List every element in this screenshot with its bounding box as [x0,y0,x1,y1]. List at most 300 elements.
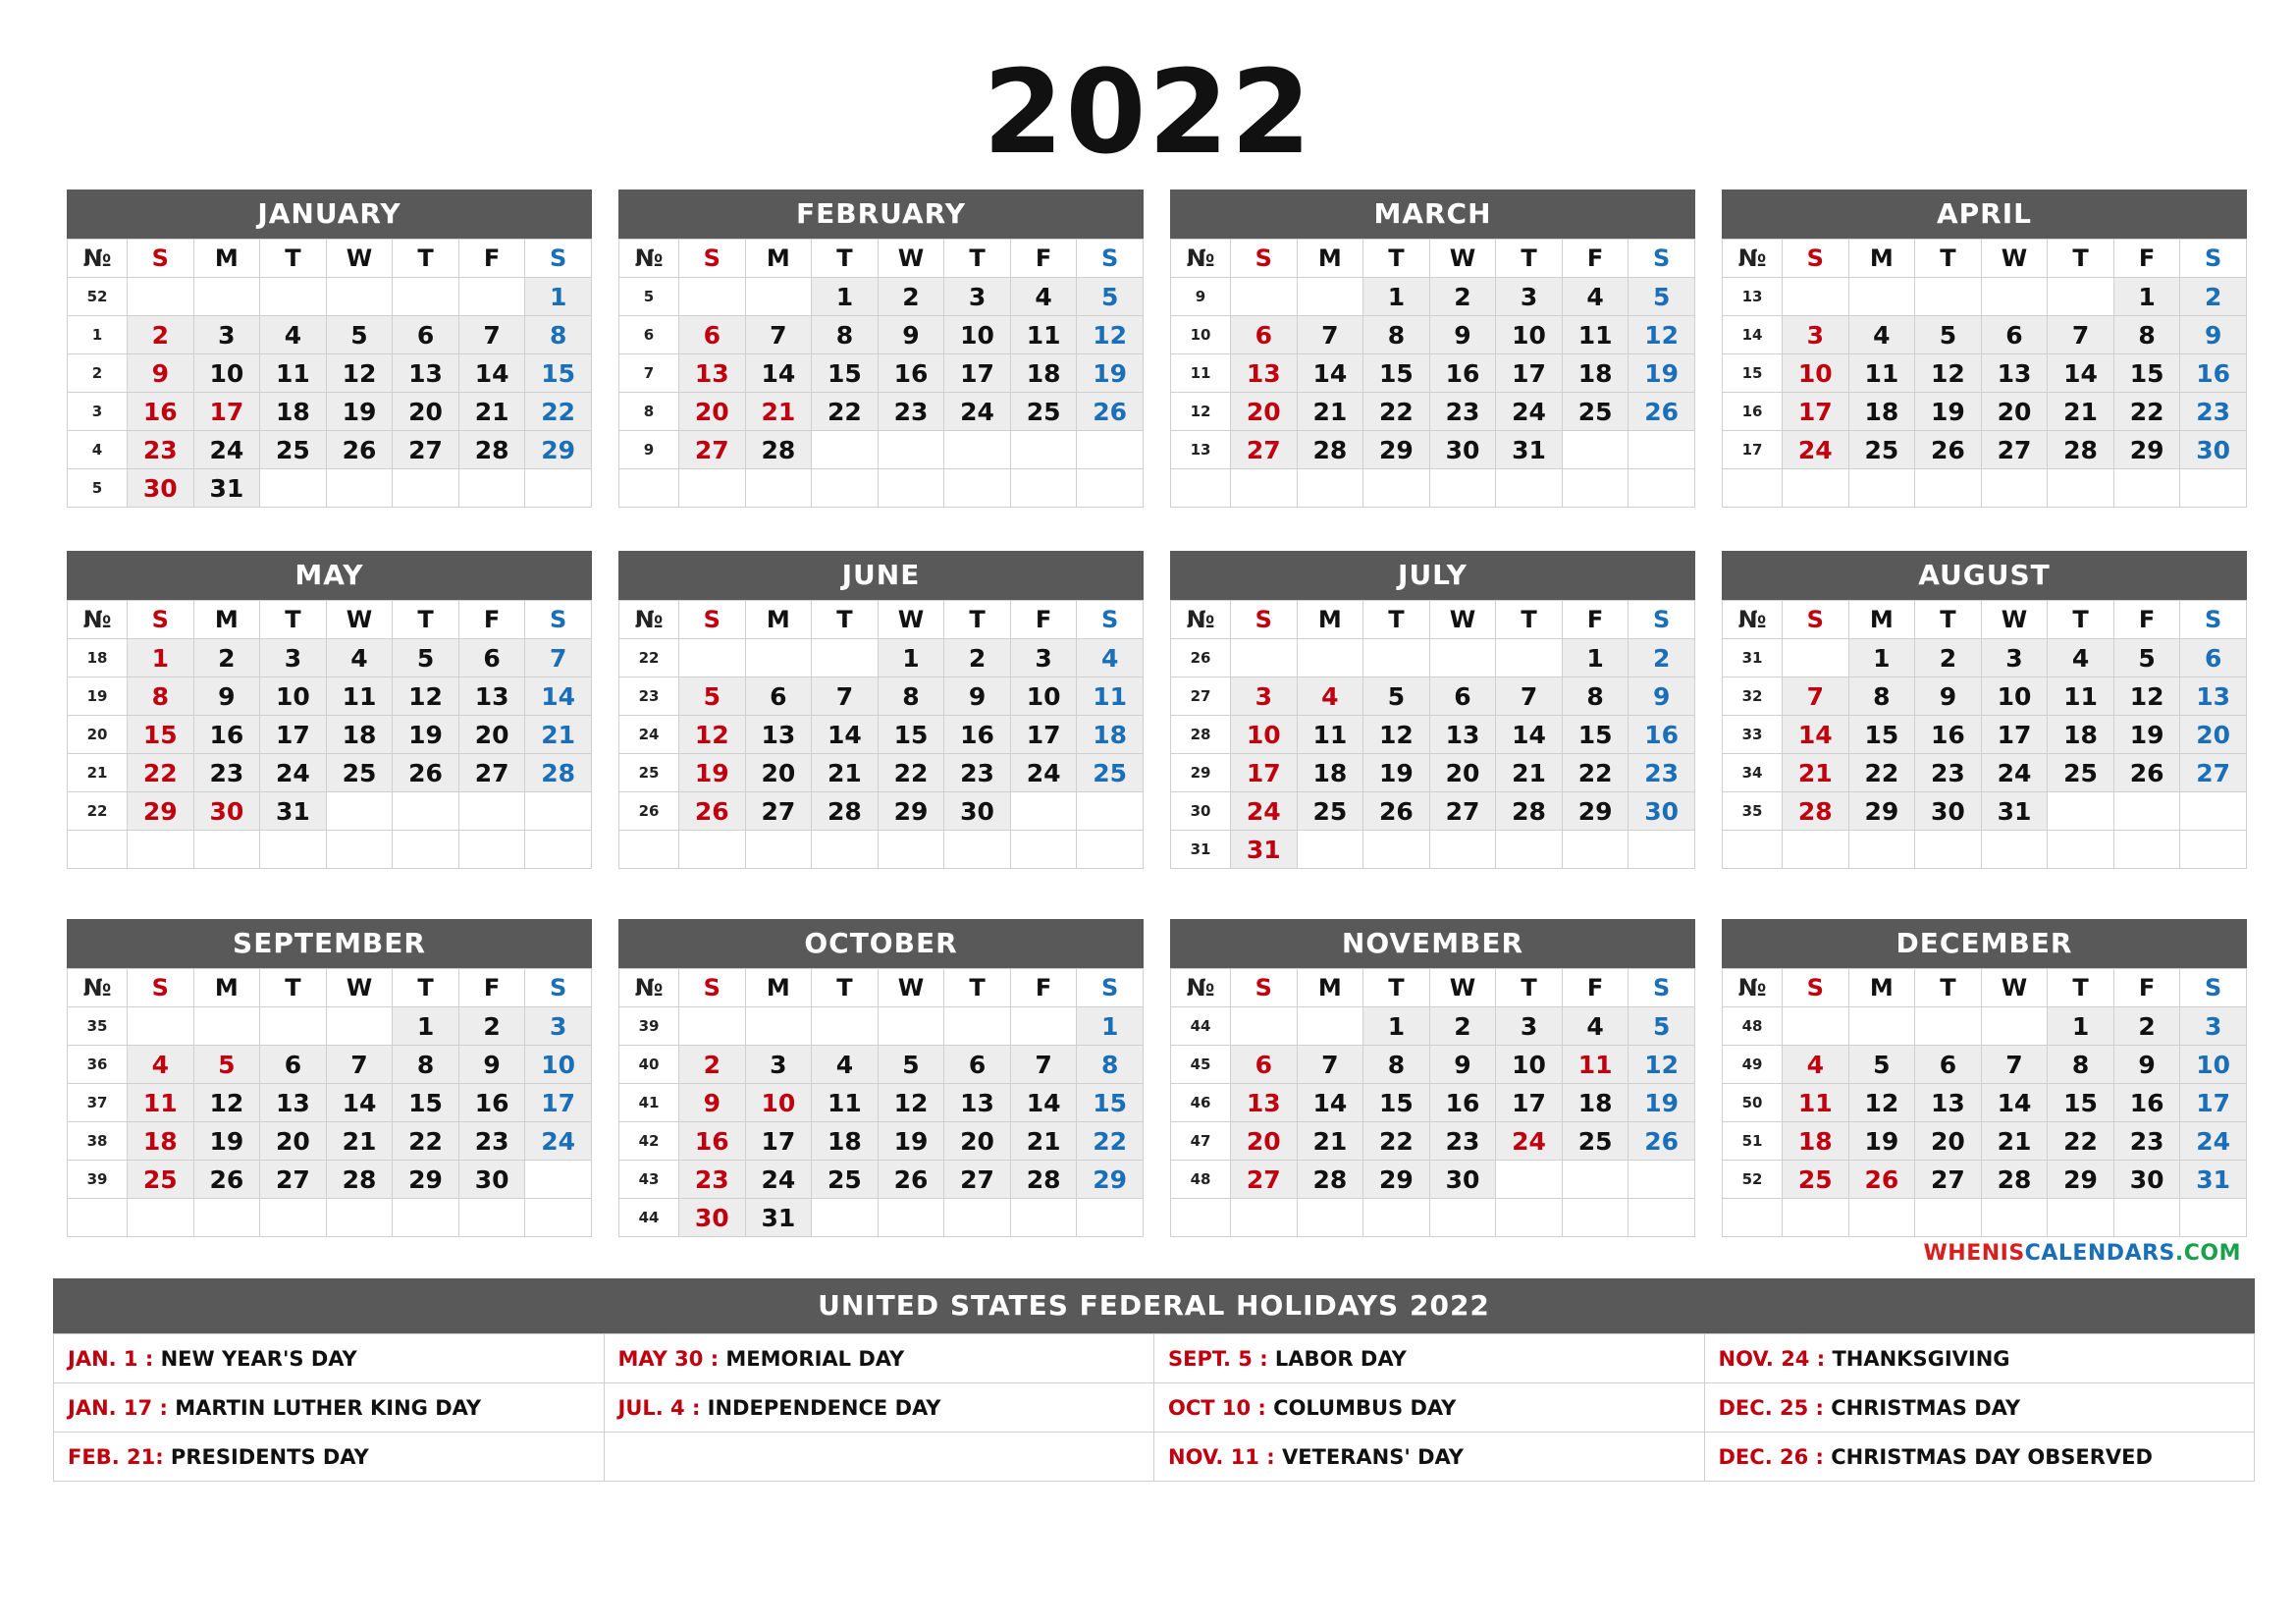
day-cell: 11 [326,677,393,716]
day-cell: 26 [393,754,459,792]
day-cell: 26 [1848,1161,1915,1199]
weekday-header: M [745,969,812,1007]
day-cell: 9 [679,1084,746,1122]
weekday-header: M [1297,601,1363,639]
week-number: 13 [1723,278,1783,316]
empty-cell [1783,469,1849,508]
month-3 [1722,189,2247,508]
empty-cell [525,1161,592,1199]
day-cell: 17 [2180,1084,2247,1122]
day-cell: 6 [1429,677,1496,716]
empty-cell [1297,469,1363,508]
holiday-cell [1704,1383,2255,1433]
day-cell: 7 [2048,316,2114,354]
week-number [1723,469,1783,508]
day-cell: 8 [1363,1046,1430,1084]
weekday-header: T [1363,969,1430,1007]
day-cell: 19 [326,393,393,431]
day-cell: 24 [1496,393,1563,431]
month-title: SEPTEMBER [67,919,592,968]
empty-cell [458,792,525,831]
day-cell: 17 [1496,354,1563,393]
week-number: 5 [68,469,128,508]
day-cell: 30 [944,792,1011,831]
weekday-header: W [1429,240,1496,278]
empty-cell [260,278,327,316]
weekday-header: T [2048,601,2114,639]
day-cell: 10 [1231,716,1298,754]
day-cell: 23 [878,393,944,431]
day-cell: 29 [1077,1161,1144,1199]
empty-cell [525,831,592,869]
day-cell: 4 [812,1046,879,1084]
week-number: 52 [68,278,128,316]
day-cell: 22 [1562,754,1629,792]
day-cell: 28 [745,431,812,469]
day-cell: 28 [525,754,592,792]
weekday-header: M [193,969,260,1007]
day-cell: 22 [393,1122,459,1161]
day-cell: 4 [128,1046,194,1084]
day-cell: 27 [1231,1161,1298,1199]
empty-cell [260,469,327,508]
day-cell: 8 [878,677,944,716]
week-number: 45 [1171,1046,1231,1084]
day-cell: 5 [1629,1007,1695,1046]
day-cell: 1 [525,278,592,316]
day-cell: 19 [878,1122,944,1161]
day-cell: 6 [1915,1046,1982,1084]
empty-cell [2180,792,2247,831]
day-cell: 23 [1429,393,1496,431]
day-cell: 29 [878,792,944,831]
day-cell: 20 [393,393,459,431]
day-cell: 23 [944,754,1011,792]
empty-cell [679,278,746,316]
weekday-header: T [260,969,327,1007]
site-watermark [1924,1241,2241,1266]
day-cell: 10 [944,316,1011,354]
day-cell: 18 [1848,393,1915,431]
day-cell: 25 [812,1161,879,1199]
holiday-name: PRESIDENTS DAY [170,1444,369,1469]
month-table [67,968,592,1237]
week-number: 22 [619,639,679,677]
empty-cell [393,1199,459,1237]
day-cell: 7 [1297,1046,1363,1084]
day-cell: 5 [878,1046,944,1084]
day-cell: 28 [458,431,525,469]
day-cell: 3 [944,278,1011,316]
day-cell: 10 [1783,354,1849,393]
week-number: 22 [68,792,128,831]
weekday-header: T [812,240,879,278]
day-cell: 22 [2113,393,2180,431]
day-cell: 26 [679,792,746,831]
month-title: NOVEMBER [1170,919,1695,968]
empty-cell [812,1199,879,1237]
day-cell: 2 [1429,1007,1496,1046]
week-number: 2 [68,354,128,393]
week-number: 8 [619,393,679,431]
day-cell: 17 [525,1084,592,1122]
week-number-header: № [1723,969,1783,1007]
day-cell: 13 [1981,354,2048,393]
empty-cell [1231,1007,1298,1046]
holiday-name: CHRISTMAS DAY OBSERVED [1831,1444,2153,1469]
weekday-header: T [1915,601,1982,639]
empty-cell [1297,1007,1363,1046]
day-cell: 7 [812,677,879,716]
week-number: 1 [68,316,128,354]
day-cell: 2 [2180,278,2247,316]
day-cell: 15 [812,354,879,393]
day-cell: 26 [193,1161,260,1199]
day-cell: 1 [2113,278,2180,316]
month-table [618,968,1144,1237]
week-number-header: № [619,601,679,639]
day-cell: 12 [193,1084,260,1122]
day-cell: 30 [2113,1161,2180,1199]
empty-cell [878,1199,944,1237]
day-cell: 23 [2113,1122,2180,1161]
empty-cell [1915,831,1982,869]
day-cell: 6 [679,316,746,354]
holiday-date: OCT 10 : [1168,1395,1266,1420]
empty-cell [1848,831,1915,869]
day-cell: 19 [1363,754,1430,792]
empty-cell [1010,469,1077,508]
weekday-header: S [1629,240,1695,278]
day-cell: 12 [1848,1084,1915,1122]
empty-cell [193,278,260,316]
week-number: 48 [1723,1007,1783,1046]
day-cell: 9 [458,1046,525,1084]
month-table [618,239,1144,508]
day-cell: 9 [944,677,1011,716]
day-cell: 5 [2113,639,2180,677]
day-cell: 7 [458,316,525,354]
week-number: 17 [1723,431,1783,469]
day-cell: 23 [2180,393,2247,431]
empty-cell [1783,1199,1849,1237]
week-number-header: № [1723,240,1783,278]
day-cell: 25 [326,754,393,792]
day-cell: 8 [525,316,592,354]
month-table [618,600,1144,869]
month-title: MARCH [1170,189,1695,239]
weekday-header: M [745,601,812,639]
weekday-header: S [525,969,592,1007]
week-number: 13 [1171,431,1231,469]
week-number: 44 [619,1199,679,1237]
weekday-header: W [1981,601,2048,639]
day-cell: 14 [1981,1084,2048,1122]
day-cell: 8 [2048,1046,2114,1084]
day-cell: 28 [1783,792,1849,831]
day-cell: 5 [1848,1046,1915,1084]
day-cell: 21 [2048,393,2114,431]
day-cell: 23 [1429,1122,1496,1161]
day-cell: 30 [679,1199,746,1237]
day-cell: 29 [128,792,194,831]
day-cell: 29 [2113,431,2180,469]
empty-cell [1429,1199,1496,1237]
empty-cell [745,278,812,316]
day-cell: 29 [525,431,592,469]
day-cell: 3 [193,316,260,354]
weekday-header: T [1496,969,1563,1007]
week-number: 26 [619,792,679,831]
day-cell: 11 [1562,316,1629,354]
day-cell: 28 [1297,1161,1363,1199]
empty-cell [1429,639,1496,677]
day-cell: 20 [2180,716,2247,754]
day-cell: 1 [1077,1007,1144,1046]
day-cell: 14 [2048,354,2114,393]
day-cell: 1 [1363,1007,1430,1046]
empty-cell [1231,278,1298,316]
day-cell: 17 [1010,716,1077,754]
day-cell: 21 [1297,393,1363,431]
weekday-header: F [2113,969,2180,1007]
day-cell: 2 [878,278,944,316]
holidays-table [53,1333,2255,1482]
day-cell: 1 [812,278,879,316]
weekday-header: T [393,601,459,639]
day-cell: 24 [1496,1122,1563,1161]
day-cell: 12 [1363,716,1430,754]
empty-cell [260,1007,327,1046]
empty-cell [1915,1007,1982,1046]
day-cell: 10 [1981,677,2048,716]
day-cell: 22 [525,393,592,431]
day-cell: 15 [1562,716,1629,754]
day-cell: 2 [128,316,194,354]
week-number-header: № [68,969,128,1007]
day-cell: 22 [1363,393,1430,431]
holidays-title: UNITED STATES FEDERAL HOLIDAYS 2022 [53,1278,2255,1333]
day-cell: 20 [1231,1122,1298,1161]
day-cell: 5 [1077,278,1144,316]
day-cell: 21 [525,716,592,754]
holiday-cell [54,1433,605,1482]
day-cell: 3 [1231,677,1298,716]
empty-cell [458,1199,525,1237]
day-cell: 18 [1783,1122,1849,1161]
day-cell: 4 [1783,1046,1849,1084]
month-table [67,239,592,508]
weekday-header: W [1981,969,2048,1007]
day-cell: 9 [2113,1046,2180,1084]
day-cell: 21 [326,1122,393,1161]
day-cell: 11 [1848,354,1915,393]
month-table [67,600,592,869]
day-cell: 15 [2048,1084,2114,1122]
month-4 [67,551,592,869]
week-number: 46 [1171,1084,1231,1122]
weekday-header: S [1077,601,1144,639]
month-title: JULY [1170,551,1695,600]
empty-cell [1297,639,1363,677]
day-cell: 13 [393,354,459,393]
week-number: 7 [619,354,679,393]
empty-cell [525,1199,592,1237]
week-number [68,1199,128,1237]
day-cell: 14 [458,354,525,393]
day-cell: 31 [193,469,260,508]
day-cell: 23 [679,1161,746,1199]
month-9 [618,919,1144,1237]
weekday-header: T [944,601,1011,639]
weekday-header: F [1562,601,1629,639]
day-cell: 3 [1981,639,2048,677]
week-number: 41 [619,1084,679,1122]
day-cell: 22 [1848,754,1915,792]
empty-cell [1981,469,2048,508]
weekday-header: S [128,240,194,278]
empty-cell [1629,469,1695,508]
day-cell: 25 [1077,754,1144,792]
day-cell: 27 [745,792,812,831]
weekday-header: M [745,240,812,278]
day-cell: 19 [393,716,459,754]
weekday-header: T [1915,240,1982,278]
week-number: 51 [1723,1122,1783,1161]
day-cell: 16 [878,354,944,393]
weekday-header: T [1496,601,1563,639]
day-cell: 2 [1629,639,1695,677]
day-cell: 4 [260,316,327,354]
day-cell: 14 [745,354,812,393]
weekday-header: T [260,601,327,639]
weekday-header: T [1363,601,1430,639]
day-cell: 7 [525,639,592,677]
day-cell: 12 [679,716,746,754]
day-cell: 7 [1496,677,1563,716]
day-cell: 1 [1848,639,1915,677]
empty-cell [1010,831,1077,869]
day-cell: 12 [1915,354,1982,393]
day-cell: 18 [128,1122,194,1161]
month-10 [1170,919,1695,1237]
empty-cell [1010,792,1077,831]
day-cell: 5 [193,1046,260,1084]
weekday-header: T [1496,240,1563,278]
day-cell: 4 [1297,677,1363,716]
empty-cell [1848,469,1915,508]
day-cell: 10 [260,677,327,716]
empty-cell [1629,431,1695,469]
week-number: 38 [68,1122,128,1161]
week-number: 24 [619,716,679,754]
holiday-date: NOV. 24 : [1718,1346,1826,1371]
empty-cell [1297,278,1363,316]
holiday-date: FEB. 21: [68,1444,164,1469]
empty-cell [393,469,459,508]
day-cell: 10 [1496,316,1563,354]
day-cell: 9 [1915,677,1982,716]
day-cell: 28 [812,792,879,831]
week-number: 11 [1171,354,1231,393]
month-title: DECEMBER [1722,919,2247,968]
empty-cell [393,831,459,869]
day-cell: 24 [1231,792,1298,831]
weekday-header: S [1783,601,1849,639]
day-cell: 27 [458,754,525,792]
day-cell: 14 [525,677,592,716]
day-cell: 9 [878,316,944,354]
watermark-part-3: .COM [2174,1241,2241,1266]
holiday-name: CHRISTMAS DAY [1831,1395,2021,1420]
weekday-header: W [878,969,944,1007]
weekday-header: F [2113,240,2180,278]
day-cell: 15 [393,1084,459,1122]
day-cell: 17 [1231,754,1298,792]
day-cell: 16 [2113,1084,2180,1122]
day-cell: 5 [1629,278,1695,316]
day-cell: 24 [1010,754,1077,792]
empty-cell [1231,1199,1298,1237]
empty-cell [1496,1161,1563,1199]
empty-cell [326,792,393,831]
day-cell: 23 [1629,754,1695,792]
day-cell: 22 [812,393,879,431]
day-cell: 4 [1077,639,1144,677]
week-number: 29 [1171,754,1231,792]
day-cell: 20 [1981,393,2048,431]
week-number: 27 [1171,677,1231,716]
day-cell: 15 [1848,716,1915,754]
week-number [68,831,128,869]
day-cell: 26 [878,1161,944,1199]
day-cell: 4 [1562,278,1629,316]
day-cell: 24 [193,431,260,469]
day-cell: 25 [1562,393,1629,431]
day-cell: 3 [1496,1007,1563,1046]
day-cell: 4 [326,639,393,677]
empty-cell [812,431,879,469]
day-cell: 6 [458,639,525,677]
day-cell: 11 [2048,677,2114,716]
day-cell: 8 [393,1046,459,1084]
day-cell: 6 [260,1046,327,1084]
empty-cell [2113,1199,2180,1237]
weekday-header: T [393,240,459,278]
holiday-date: SEPT. 5 : [1168,1346,1268,1371]
day-cell: 22 [1077,1122,1144,1161]
week-number: 42 [619,1122,679,1161]
month-title: AUGUST [1722,551,2247,600]
day-cell: 25 [260,431,327,469]
holidays-panel [53,1278,2255,1482]
day-cell: 6 [1231,316,1298,354]
holiday-cell [604,1334,1154,1383]
day-cell: 14 [1297,1084,1363,1122]
weekday-header: S [679,240,746,278]
day-cell: 3 [745,1046,812,1084]
empty-cell [1429,469,1496,508]
holiday-row [54,1433,2255,1482]
empty-cell [1363,639,1430,677]
day-cell: 19 [1848,1122,1915,1161]
day-cell: 2 [193,639,260,677]
empty-cell [260,831,327,869]
day-cell: 22 [878,754,944,792]
day-cell: 14 [812,716,879,754]
holiday-name: MEMORIAL DAY [725,1346,905,1371]
week-number: 39 [68,1161,128,1199]
